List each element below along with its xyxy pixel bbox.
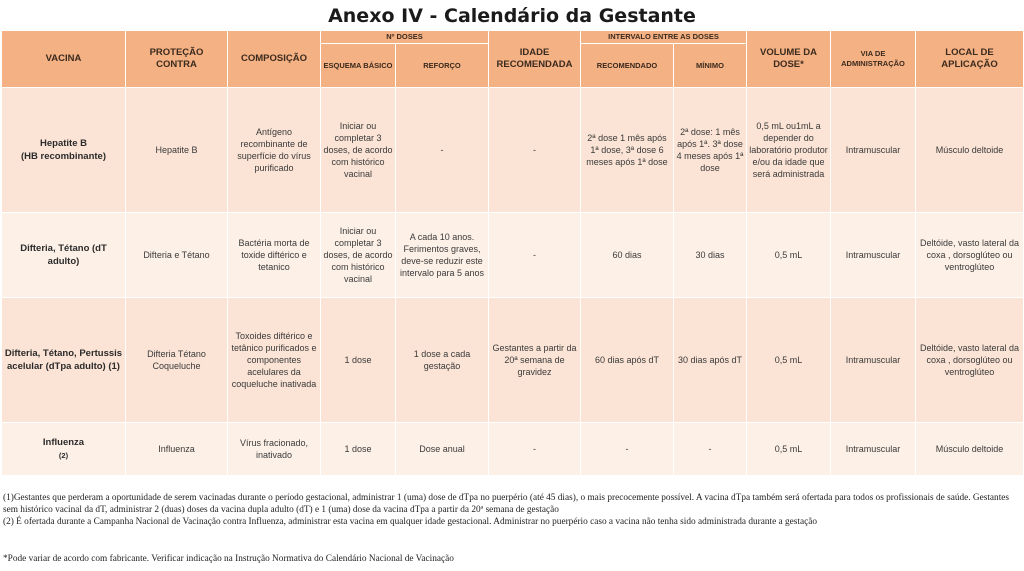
interval-minimum-cell: 30 dias (674, 213, 747, 298)
recommended-age-cell: - (489, 88, 581, 213)
basic-schedule-cell: Iniciar ou completar 3 doses, de acordo com histórico vacinal (321, 88, 396, 213)
interval-minimum-cell: 2ª dose: 1 mês após 1ª. 3ª dose 4 meses após 1ª dose (674, 88, 747, 213)
header-local: LOCAL DE APLICAÇÃO (916, 31, 1024, 88)
header-protecao: PROTEÇÃO CONTRA (126, 31, 228, 88)
dose-volume-cell: 0,5 mL ou1mL a depender do laboratório produtor e/ou da idade que será administrada (747, 88, 831, 213)
page-title: Anexo IV - Calendário da Gestante (328, 5, 696, 27)
protection-cell: Hepatite B (126, 88, 228, 213)
dose-volume-cell: 0,5 mL (747, 298, 831, 423)
recommended-age-cell: Gestantes a partir da 20ª semana de gravidez (489, 298, 581, 423)
recommended-age-cell: - (489, 423, 581, 476)
vaccine-name: Difteria, Tétano (dT adulto) (20, 243, 107, 267)
header-via: VIA DE ADMINISTRAÇÃO (831, 31, 916, 88)
interval-recommended-cell: - (581, 423, 674, 476)
booster-cell: Dose anual (396, 423, 489, 476)
footnote: *Pode variar de acordo com fabricante. Verificar indicação na Instrução Normativa do Calendário Nacional de Vacinação (3, 554, 454, 564)
header-row-top (2, 31, 1024, 44)
header-reforco: REFORÇO (396, 44, 489, 88)
dose-volume-cell: 0,5 mL (747, 213, 831, 298)
route-cell: Intramuscular (831, 298, 916, 423)
table-row (2, 213, 1024, 298)
basic-schedule-cell: 1 dose (321, 298, 396, 423)
vaccine-name: Hepatite B (40, 138, 87, 149)
booster-cell: 1 dose a cada gestação (396, 298, 489, 423)
vaccine-name-cell (2, 423, 126, 476)
vaccine-name-cell (2, 213, 126, 298)
notes-section (3, 492, 1021, 528)
vaccine-calendar-table (1, 30, 1024, 476)
basic-schedule-cell: 1 dose (321, 423, 396, 476)
site-cell: Músculo deltoide (916, 88, 1024, 213)
route-cell: Intramuscular (831, 88, 916, 213)
composition-cell: Antígeno recombinante de superfície do vírus purificado (228, 88, 321, 213)
note-1: (1)Gestantes que perderam a oportunidade de serem vacinadas durante o período gestacional, administrar 1 (uma) dose de dTpa no puerpério (até 45 dias), o mais precocemente possível. A vacina dTpa também será ofertada para todos os profissionais de saúde. Gestantes sem histórico vacinal da dT, administrar 2 (duas) doses da vacina dupla adulto (dT) e 1 (uma) dose da vacina dTpa a partir da 20ª semana de gestação (3, 493, 1010, 515)
vaccine-subname: (2) (58, 451, 69, 460)
interval-recommended-cell: 60 dias (581, 213, 674, 298)
header-composicao: COMPOSIÇÃO (228, 31, 321, 88)
booster-cell: A cada 10 anos. Ferimentos graves, deve-se reduzir este intervalo para 5 anos (396, 213, 489, 298)
header-idade: IDADE RECOMENDADA (489, 31, 581, 88)
table-row (2, 298, 1024, 423)
vaccine-name-cell (2, 298, 126, 423)
composition-cell: Toxoides diftérico e tetânico purificados e componentes acelulares da coqueluche inativada (228, 298, 321, 423)
protection-cell: Difteria e Tétano (126, 213, 228, 298)
header-minimo: MÍNIMO (674, 44, 747, 88)
composition-cell: Vírus fracionado, inativado (228, 423, 321, 476)
route-cell: Intramuscular (831, 423, 916, 476)
interval-minimum-cell: - (674, 423, 747, 476)
header-vacina: VACINA (2, 31, 126, 88)
header-n-doses: Nº DOSES (321, 31, 489, 44)
protection-cell: Difteria Tétano Coqueluche (126, 298, 228, 423)
vaccine-name: Influenza (42, 437, 85, 448)
basic-schedule-cell: Iniciar ou completar 3 doses, de acordo com histórico vacinal (321, 213, 396, 298)
interval-minimum-cell: 30 dias após dT (674, 298, 747, 423)
vaccine-name-cell (2, 88, 126, 213)
interval-recommended-cell: 60 dias após dT (581, 298, 674, 423)
site-cell: Deltóide, vasto lateral da coxa , dorsoglúteo ou ventroglúteo (916, 213, 1024, 298)
site-cell: Deltóide, vasto lateral da coxa , dorsoglúteo ou ventroglúteo (916, 298, 1024, 423)
protection-cell: Influenza (126, 423, 228, 476)
booster-cell: - (396, 88, 489, 213)
header-volume: VOLUME DA DOSE* (747, 31, 831, 88)
header-intervalo: INTERVALO ENTRE AS DOSES (581, 31, 747, 44)
header-esquema-basico: ESQUEMA BÁSICO (321, 44, 396, 88)
table-row (2, 423, 1024, 476)
header-recomendado: RECOMENDADO (581, 44, 674, 88)
note-2: (2) É ofertada durante a Campanha Nacional de Vacinação contra Influenza, administrar esta vacina em qualquer idade gestacional. Administrar no puerpério caso a vacina não tenha sido administrada durante a gestação (3, 517, 817, 527)
table-row (2, 88, 1024, 213)
recommended-age-cell: - (489, 213, 581, 298)
interval-recommended-cell: 2ª dose 1 mês após 1ª dose, 3ª dose 6 meses após 1ª dose (581, 88, 674, 213)
site-cell: Músculo deltoide (916, 423, 1024, 476)
dose-volume-cell: 0,5 mL (747, 423, 831, 476)
route-cell: Intramuscular (831, 213, 916, 298)
vaccine-name: Difteria, Tétano, Pertussis acelular (dTpa adulto) (1) (4, 348, 123, 372)
vaccine-subname: (HB recombinante) (21, 151, 106, 162)
composition-cell: Bactéria morta de toxide diftérico e tetanico (228, 213, 321, 298)
